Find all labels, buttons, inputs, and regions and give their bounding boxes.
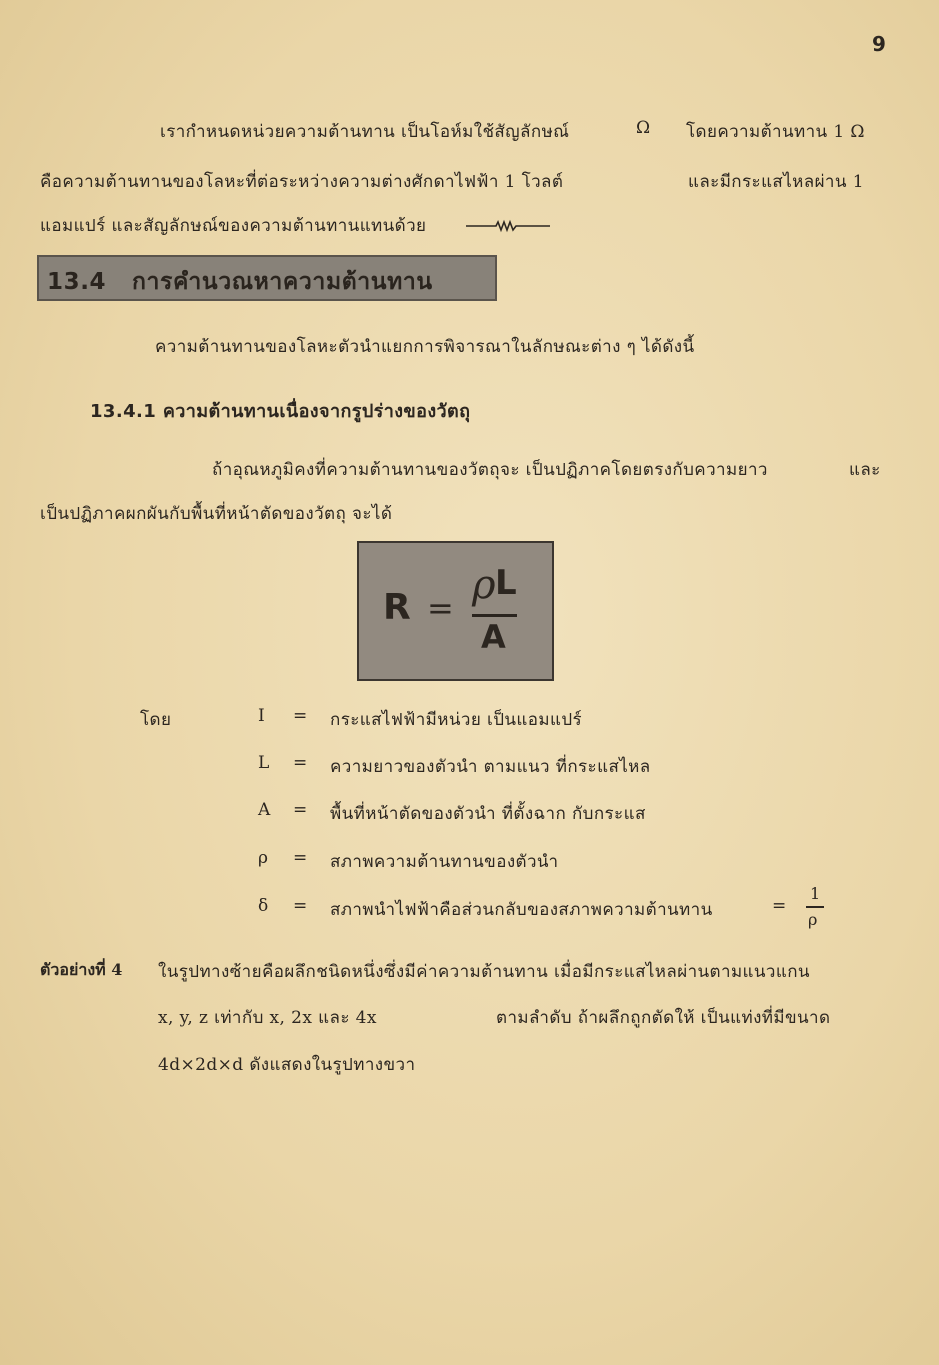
formula-rho: ρ [472, 562, 496, 608]
def-equals: = [293, 706, 308, 726]
def-equals: = [293, 800, 308, 820]
def-equals: = [293, 896, 308, 916]
omega-symbol: Ω [636, 118, 651, 138]
formula-equals: = [427, 589, 454, 627]
definitions-intro: โดย [140, 710, 172, 730]
def-symbol-i: I [258, 706, 266, 726]
section-intro: ความต้านทานของโลหะตัวนำแยกการพิจารณาในลักษณะต่าง ๆ ได้ดังนี้ [155, 337, 695, 357]
def-text-delta: สภาพนำไฟฟ้าคือส่วนกลับของสภาพความต้านทาน [330, 900, 713, 920]
def-symbol-delta: δ [258, 896, 269, 916]
intro-line-3: แอมแปร์ และสัญลักษณ์ของความต้านทานแทนด้วย [40, 216, 427, 236]
formula-fraction-bar [472, 614, 517, 617]
subsection-title: 13.4.1 ความต้านทานเนื่องจากรูปร่างของวัตถุ [90, 401, 471, 422]
def-equals: = [293, 848, 308, 868]
example-line-3: 4d×2d×d ดังแสดงในรูปทางขวา [158, 1055, 416, 1075]
formula-lhs: R [383, 587, 411, 628]
fraction-bar [806, 906, 824, 908]
intro-line-2: คือความต้านทานของโลหะที่ต่อระหว่างความต่างศักดาไฟฟ้า 1 โวลต์ [40, 172, 564, 192]
intro-line-2-end: และมีกระแสไหลผ่าน 1 [688, 172, 864, 192]
def-tail-equals: = [772, 896, 787, 916]
def-text-a: พื้นที่หน้าตัดของตัวนำ ที่ตั้งฉาก กับกระแส [330, 804, 646, 824]
example-label: ตัวอย่างที่ 4 [40, 960, 123, 979]
formula-numerator-var: L [495, 563, 517, 603]
def-symbol-a: A [258, 800, 271, 820]
section-heading [47, 264, 433, 300]
def-text-l: ความยาวของตัวนำ ตามแนว ที่กระแสไหล [330, 757, 651, 777]
section-number: 13.4 [47, 269, 107, 295]
example-line-2: x, y, z เท่ากับ x, 2x และ 4x [158, 1008, 377, 1028]
intro-line-1: เรากำหนดหน่วยความต้านทาน เป็นโอห์มใช้สัญลักษณ์ [160, 122, 570, 142]
def-equals: = [293, 753, 308, 773]
def-symbol-l: L [258, 753, 270, 773]
paragraph-line-1-end: และ [849, 460, 881, 480]
page-number: 9 [872, 32, 886, 56]
def-symbol-rho: ρ [258, 848, 269, 868]
paragraph-line-1: ถ้าอุณหภูมิคงที่ความต้านทานของวัตถุจะ เป็นปฏิภาคโดยตรงกับความยาว [212, 460, 768, 480]
fraction-denominator: ρ [808, 910, 818, 929]
formula-denominator: A [481, 618, 506, 656]
section-title-text: การคำนวณหาความต้านทาน [131, 269, 433, 295]
def-text-rho: สภาพความต้านทานของตัวนำ [330, 852, 559, 872]
intro-line-1-end: โดยความต้านทาน 1 Ω [686, 122, 865, 142]
example-line-2-end: ตามลำดับ ถ้าผลึกถูกตัดให้ เป็นแท่งที่มีขนาด [496, 1008, 831, 1028]
paragraph-line-2: เป็นปฏิภาคผกผันกับพื้นที่หน้าตัดของวัตถุ จะได้ [40, 504, 393, 524]
resistor-symbol-icon [466, 219, 550, 233]
fraction-numerator: 1 [810, 884, 821, 903]
example-line-1: ในรูปทางซ้ายคือผลึกชนิดหนึ่งซึ่งมีค่าความต้านทาน เมื่อมีกระแสไหลผ่านตามแนวแกน [158, 962, 810, 982]
def-text-i: กระแสไฟฟ้ามีหน่วย เป็นแอมแปร์ [330, 710, 583, 730]
